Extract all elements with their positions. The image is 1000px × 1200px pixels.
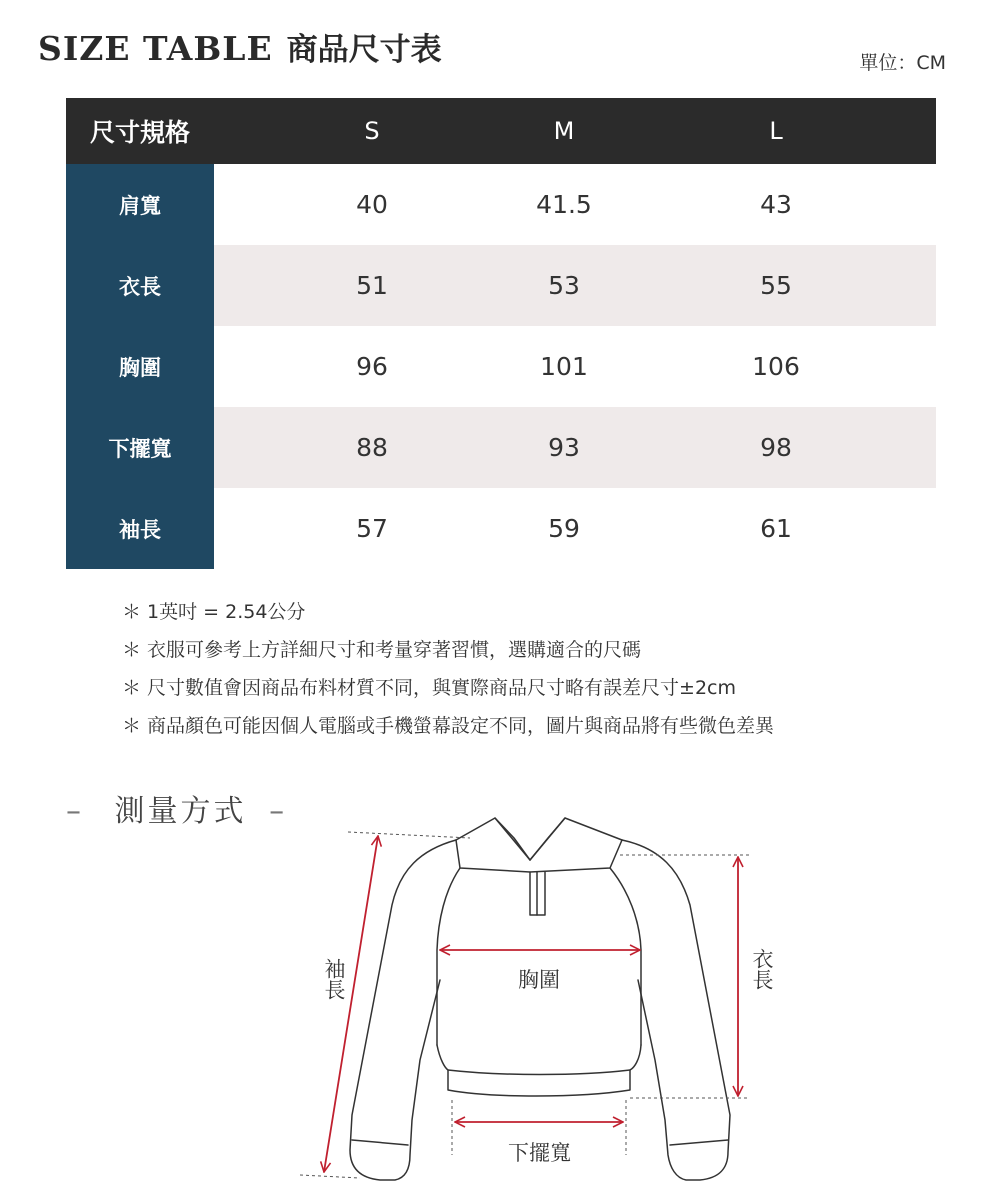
title-english: SIZE TABLE — [38, 29, 273, 68]
title-chinese: 商品尺寸表 — [286, 32, 442, 68]
collar-outline — [456, 818, 622, 860]
sleeve-length-label: 袖長 — [322, 958, 346, 1000]
table-cell: 51 — [356, 271, 388, 300]
table-cell: 43 — [760, 190, 792, 219]
body-hem — [437, 1045, 641, 1096]
table-cell: 55 — [760, 271, 792, 300]
table-cell: 40 — [356, 190, 388, 219]
table-cell: 88 — [356, 433, 388, 462]
header-size-l: L — [769, 117, 783, 145]
collar-inner-right — [530, 818, 565, 860]
note-item: ＊ 衣服可參考上方詳細尺寸和考量穿著習慣，選購適合的尺碼 — [122, 639, 642, 661]
row-label: 胸圍 — [66, 326, 214, 407]
table-cell: 106 — [752, 352, 800, 381]
note-item: ＊ 尺寸數值會因商品布料材質不同，與實際商品尺寸略有誤差尺寸±2cm — [122, 677, 737, 699]
table-cell: 101 — [540, 352, 588, 381]
row-label: 下擺寬 — [66, 407, 214, 488]
chest-label: 胸圍 — [518, 968, 560, 992]
sleeve-bottom-guide — [300, 1175, 360, 1178]
table-cell: 96 — [356, 352, 388, 381]
collar-band — [456, 840, 622, 872]
left-cuff-line — [352, 1140, 408, 1145]
table-cell: 59 — [548, 514, 580, 543]
unit-label: 單位：CM — [859, 52, 946, 74]
table-cell: 61 — [760, 514, 792, 543]
hem-rib-line — [448, 1070, 630, 1075]
right-raglan-seam — [610, 868, 641, 1045]
sweater-outline — [350, 818, 730, 1180]
sleeve-top-guide — [348, 832, 470, 838]
heading-dash-left: – — [66, 794, 84, 829]
left-raglan-seam — [437, 868, 460, 1045]
header-corner-label: 尺寸規格 — [89, 118, 190, 147]
table-cell: 57 — [356, 514, 388, 543]
hem-width-label: 下擺寬 — [508, 1141, 571, 1165]
measure-arrows — [324, 836, 738, 1172]
table-cell: 93 — [548, 433, 580, 462]
right-cuff-line — [670, 1140, 728, 1145]
body-length-label: 衣長 — [750, 948, 774, 990]
measure-title: 測量方式 — [114, 794, 247, 829]
heading-dash-right: – — [269, 794, 288, 829]
right-sleeve-outer — [622, 840, 730, 1180]
row-label: 衣長 — [66, 245, 214, 326]
header-size-s: S — [364, 117, 380, 145]
note-item: ＊ 1英吋 = 2.54公分 — [122, 601, 306, 623]
note-item: ＊ 商品顏色可能因個人電腦或手機螢幕設定不同，圖片與商品將有些微色差異 — [122, 715, 775, 737]
table-cell: 98 — [760, 433, 792, 462]
header-size-m: M — [553, 117, 575, 145]
table-cell: 41.5 — [536, 190, 592, 219]
row-label: 肩寬 — [66, 164, 214, 245]
table-cell: 53 — [548, 271, 580, 300]
row-label: 袖長 — [66, 488, 214, 569]
left-sleeve-outer — [350, 840, 456, 1180]
